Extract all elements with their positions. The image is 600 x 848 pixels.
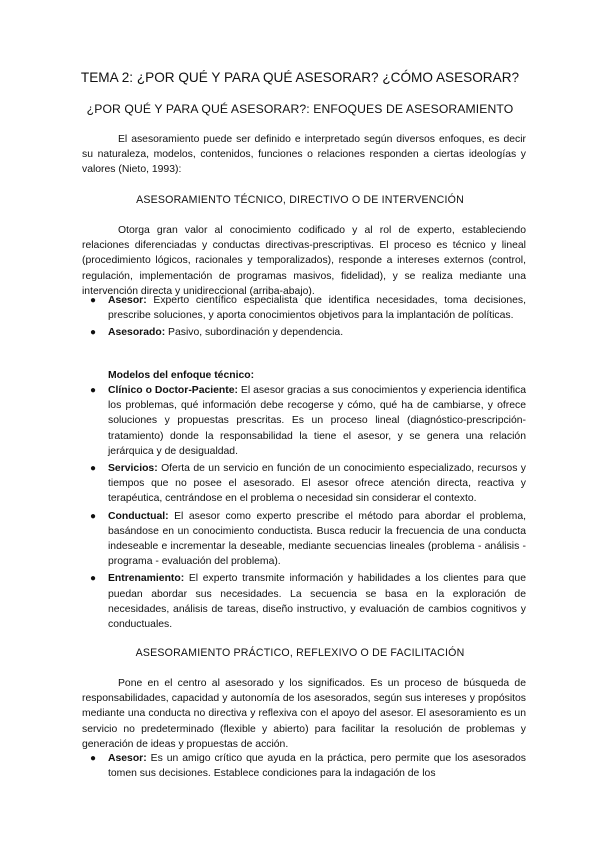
bullet-icon: ● [90, 295, 97, 306]
model-text: El experto transmite información y habilidades a los clientes para que puedan abordar sus necesidades. La secuencia se basa en la exploración de necesidades, análisis de tareas, diseño instructivo, y evaluación de cambios cognitivos y conductuales. [108, 573, 526, 631]
role-term: Asesor: [108, 753, 147, 764]
role-text: Es un amigo crítico que ayuda en la práctica, pero permite que los asesorados tomen sus decisiones. Establece condiciones para la indagación de los [108, 753, 526, 780]
bullet-icon: ● [90, 573, 97, 585]
practico-roles-list [82, 751, 526, 783]
list-item [82, 461, 526, 507]
section-tecnico-text: Otorga gran valor al conocimiento codificado y al rol de experto, estableciendo relaciones diferenciadas y conductas directivas-prescriptivas. El proceso es técnico y lineal (procedimiento lógicos, racionales y temporalizados), responde a intereses externos (control, regulación, implementación de programas masivos, fidelidad), y se realiza mediante una intervención directa y unidireccional (arriba-abajo). [82, 225, 526, 297]
model-term: Servicios: [108, 463, 158, 475]
list-item [82, 751, 526, 781]
model-text: El asesor gracias a sus conocimientos y experiencia identifica los problemas, qué información debe recogerse y cómo, qué ha de cambiarse, y ofrece soluciones y propuestas prescritas. Es un proceso lineal (diagnóstico-prescripción-tratamiento) donde la responsabilidad la tiene el asesor, y se genera una relación jerárquica y de desigualdad. [108, 385, 526, 457]
list-item [82, 293, 526, 323]
section-practico-text: Pone en el centro al asesorado y los significados. Es un proceso de búsqueda de responsabilidades, capacidad y autonomía de los asesorados, según sus intereses y propósitos mediante una conducta no directiva y reflexiva con el apoyo del asesor. El asesoramiento es un servicio no predeterminado (flexible y abierto) para facilitar la resolución de problemas y generación de ideas y propuestas de acción. [82, 678, 526, 750]
model-text: Oferta de un servicio en función de un conocimiento especializado, recursos y tiempos que no posee el asesorado. El asesor ofrece atención directa, reactiva y terapéutica, centrándose en el problema o necesidad sin considerar el contexto. [108, 463, 526, 505]
page-title: TEMA 2: ¿POR QUÉ Y PARA QUÉ ASESORAR? ¿CÓMO ASESORAR? [80, 70, 520, 85]
role-text: Experto científico especialista que identifica necesidades, toma decisiones, prescribe soluciones, y aporta conocimientos objetivos para la implantación de políticas. [108, 295, 526, 322]
bullet-icon: ● [90, 385, 97, 396]
tecnico-roles-list [82, 293, 526, 343]
model-term: Conductual: [108, 510, 169, 522]
bullet-icon: ● [90, 753, 97, 764]
section-practico-paragraph [82, 676, 526, 752]
section-heading-tecnico: ASESORAMIENTO TÉCNICO, DIRECTIVO O DE INTERVENCIÓN [136, 194, 464, 206]
model-term: Clínico o Doctor-Paciente: [108, 385, 238, 396]
model-term: Entrenamiento: [108, 573, 185, 585]
models-heading: Modelos del enfoque técnico: [108, 370, 255, 381]
role-term: Asesor: [108, 295, 147, 306]
intro-paragraph [82, 132, 526, 178]
role-term: Asesorado: [108, 327, 166, 339]
section-heading-practico: ASESORAMIENTO PRÁCTICO, REFLEXIVO O DE FACILITACIÓN [135, 647, 465, 659]
bullet-icon: ● [90, 327, 97, 339]
model-text: El asesor como experto prescribe el método para abordar el problema, basándose en un conocimiento conductista. Busca reducir la frecuencia de una conducta indeseable e incrementar la deseable, mediante secuencias lineales (problema - análisis - programa - evaluación del problema). [108, 510, 526, 568]
page-subtitle: ¿POR QUÉ Y PARA QUÉ ASESORAR?: ENFOQUES DE ASESORAMIENTO [86, 102, 514, 116]
bullet-icon: ● [90, 463, 97, 475]
list-item [82, 325, 526, 340]
list-item [82, 383, 526, 459]
intro-text: El asesoramiento puede ser definido e interpretado según diversos enfoques, es decir su naturaleza, modelos, contenidos, funciones o relaciones responden a ciertas ideologías y valores (Nieto, 1993): [82, 134, 526, 176]
bullet-icon: ● [90, 510, 97, 522]
list-item [82, 509, 526, 570]
section-tecnico-paragraph [82, 223, 526, 299]
list-item [82, 571, 526, 632]
models-list [82, 383, 526, 634]
role-text: Pasivo, subordinación y dependencia. [165, 327, 344, 339]
